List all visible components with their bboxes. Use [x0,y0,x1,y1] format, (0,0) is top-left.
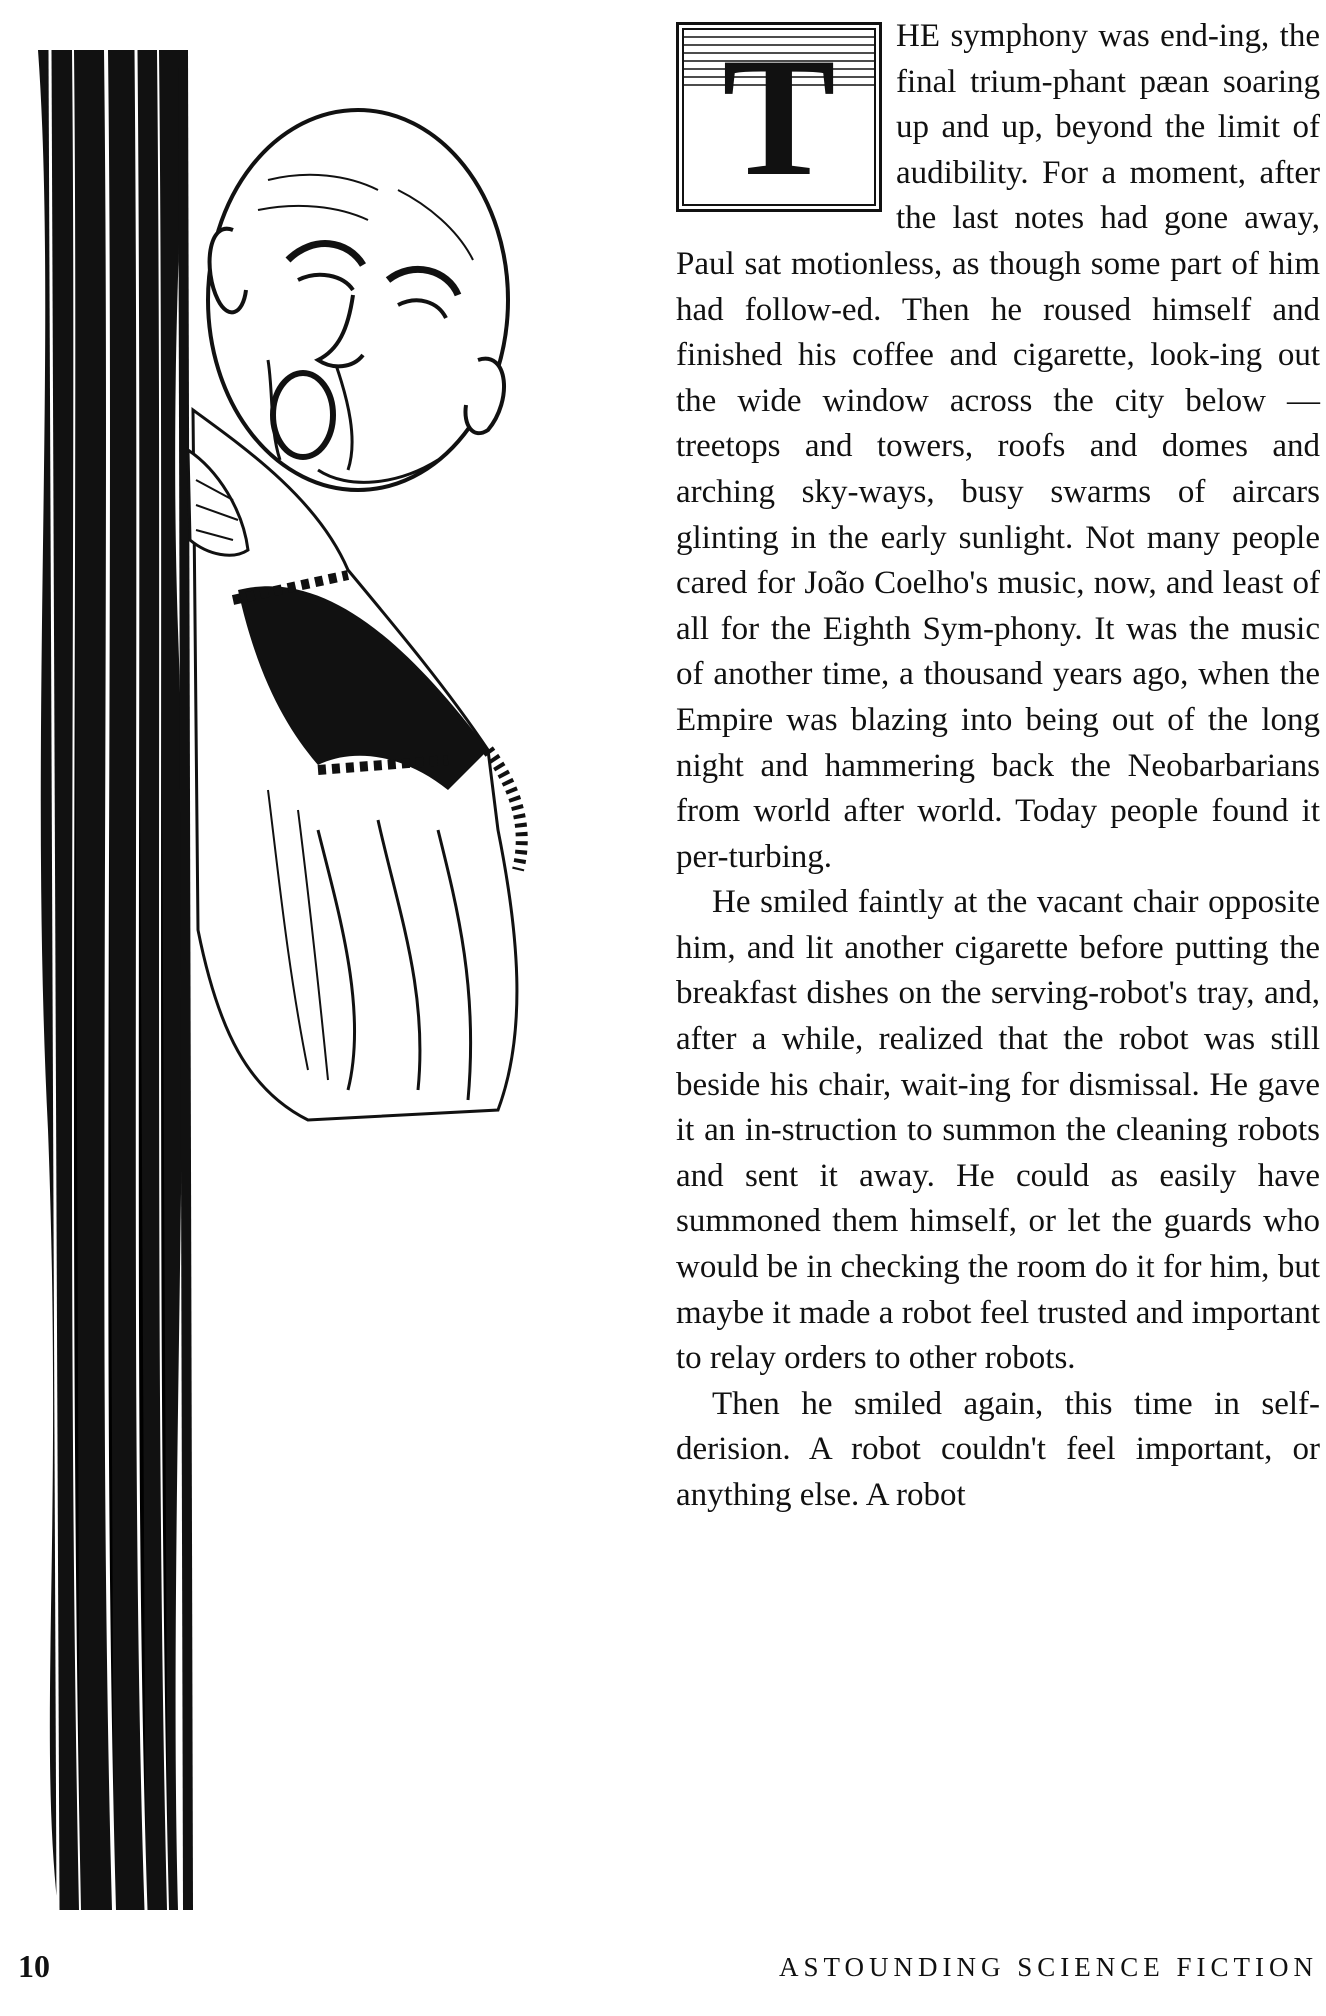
drop-cap-box [676,22,882,212]
story-paragraph-1: HE symphony was end-ing, the final trium-phant pæan soaring up and up, beyond the limit of audibility. For a moment, after the last notes had gone away, Paul sat motionless, as though some part of him had follow-ed. Then he roused himself and finished his coffee and cigarette, look-ing out the wide window across the city below — treetops and towers, roofs and domes and arching sky-ways, busy swarms of aircars glinting in the early sunlight. Not many people cared for João Coelho's music, now, and least of all for the Eighth Sym-phony. It was the music of another time, a thousand years ago, when the Empire was blazing into being out of the long night and hammering back the Neobarbarians from world after world. Today people found it per-turbing. [676,18,1320,875]
story-text-column [676,14,1320,1519]
story-illustration [18,30,658,1920]
drop-cap-letter: T [722,23,836,211]
curtain-drape [38,50,193,1910]
figure-robe [193,410,522,1120]
running-title: ASTOUNDING SCIENCE FICTION [778,1952,1318,1982]
figure-head [208,110,508,490]
story-paragraph-2: He smiled faintly at the vacant chair opposite him, and lit another cigarette before putting the breakfast dishes on the serving-robot's tray, and, after a while, realized that the robot was still beside his chair, wait-ing for dismissal. He gave it an in-struction to summon the cleaning robots and sent it away. He could as easily have summoned them himself, or let the guards who would be in checking the room do it for him, but maybe it made a robot feel trusted and important to relay orders to other robots. [676,884,1320,1377]
page-footer [0,1948,1326,1998]
story-paragraph-3: Then he smiled again, this time in self-derision. A robot couldn't feel important, or anything else. A robot [676,1385,1320,1513]
page-number: 10 [18,1948,50,1984]
